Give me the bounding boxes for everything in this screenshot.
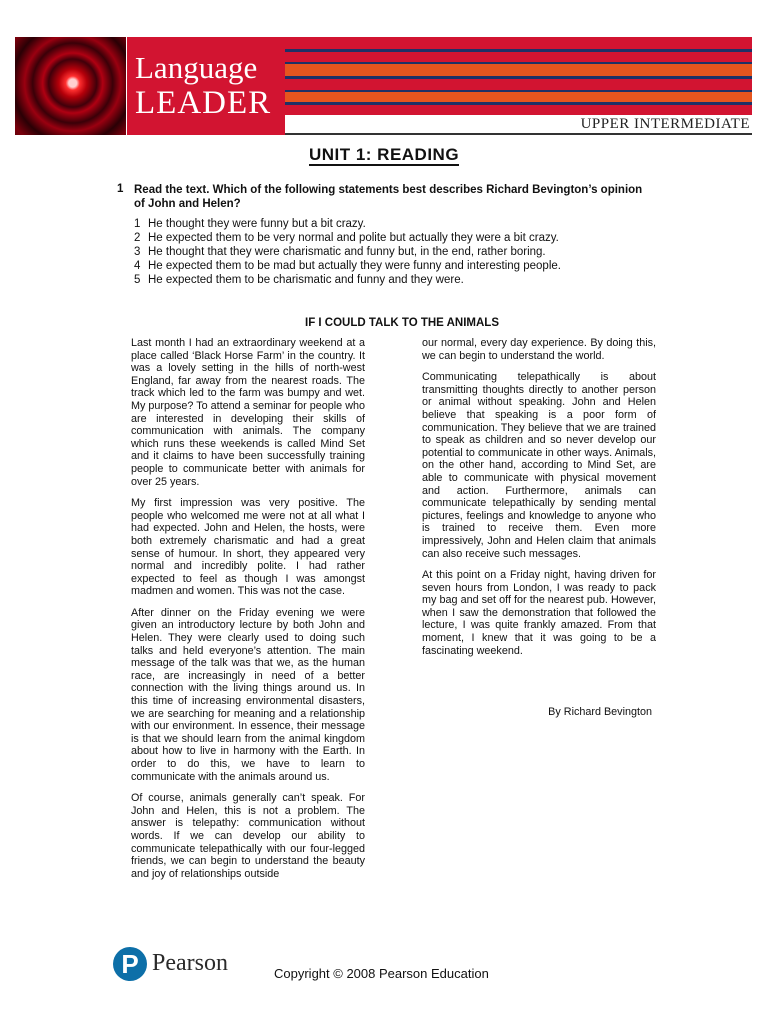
article-paragraph: Communicating telepathically is about transmitting thoughts directly to another person or animal without speaking. John and Helen believe that speaking is a poor form of communication. They believe that we are trained to speak as children and so never develop our potential to communicate in other ways. Animals, on the other hand, according to Mind Set, are able to communicate with physical movement and action. Furthermore, animals can communicate telepathically by sending mental pictures, feelings and knowledge to anyone who is trained to receive them. Even more impressively, John and Helen claim that animals can also receive such messages.	[422, 371, 656, 560]
pearson-logo-icon: P	[113, 947, 147, 981]
article-byline: By Richard Bevington	[548, 706, 652, 718]
header-banner	[15, 37, 752, 135]
pearson-wordmark: Pearson	[152, 950, 228, 976]
answer-option: 5 He expected them to be charismatic and funny and they were.	[134, 274, 464, 286]
page-title: UNIT 1: READING	[308, 145, 460, 164]
article-column-right	[422, 337, 656, 666]
article-paragraph: After dinner on the Friday evening we were given an introductory lecture by both John and Helen. They were clearly used to doing such talks and held everyone’s attention. The main message of the talk was that we, as the human race, are increasingly in need of a better connection with the living things around us. In this time of increasing environmental disasters, we are searching for meaning and a relationship with our environment. In essence, their message is that we should learn from the animal kingdom about how to live in harmony with the Earth. In order to do this, we have to learn to communicate with the animals around us.	[131, 606, 365, 783]
brand-line-language: Language	[135, 50, 258, 85]
article-paragraph: our normal, every day experience. By doing this, we can begin to understand the world.	[422, 337, 656, 362]
article-title: IF I COULD TALK TO THE ANIMALS	[305, 317, 499, 329]
brand-line-leader: LEADER	[135, 85, 272, 121]
copyright-notice: Copyright © 2008 Pearson Education	[274, 966, 489, 981]
article-paragraph: My first impression was very positive. The people who welcomed me were not at all what I had expected. John and Helen, the hosts, were both extremely charismatic and had a great sense of humour. In short, they appeared very normal and incredibly polite. I had rather expected to feel as though I was amongst madmen and women. This was not the case.	[131, 497, 365, 598]
answer-options	[134, 217, 561, 287]
answer-option: 3 He thought that they were charismatic and funny but, in the end, rather boring.	[134, 246, 546, 258]
article-paragraph: At this point on a Friday night, having driven for seven hours from London, I was ready to pack my bag and set off for the nearest pub. However, when I saw the demonstration that followed the lecture, I was quite frankly amazed. From that moment, I knew that it was going to be a fascinating weekend.	[422, 569, 656, 657]
question-text: Read the text. Which of the following statements best describes Richard Bevington’s opinion of John and Helen?	[134, 184, 643, 210]
article-paragraph: Last month I had an extraordinary weekend at a place called ‘Black Horse Farm’ in the country. It was a lovely setting in the hills of north-west England, far away from the nearest roads. The track which led to the farm was bumpy and wet. My purpose? To attend a seminar for people who are interested in developing their skills of communication with animals. The company which runs these weekends is called Mind Set and it claims to have been successfully training people to communicate better with animals for over 25 years.	[131, 337, 365, 488]
question-number: 1	[117, 183, 124, 195]
article-column-left	[131, 337, 365, 889]
level-label: UPPER INTERMEDIATE	[580, 116, 750, 132]
answer-option: 1 He thought they were funny but a bit crazy.	[134, 218, 366, 230]
answer-option: 2 He expected them to be very normal and polite but actually they were a bit crazy.	[134, 232, 559, 244]
brand-logo	[127, 37, 285, 135]
color-stripes	[285, 37, 752, 115]
article-paragraph: Of course, animals generally can’t speak. For John and Helen, this is not a problem. The answer is telepathy: communication without words. If we can develop our ability to communicate telepathically with our four-legged friends, we can begin to understand the beauty and joy of relationships outside	[131, 792, 365, 880]
answer-option: 4 He expected them to be mad but actually they were funny and interesting people.	[134, 260, 561, 272]
level-bar	[285, 115, 752, 135]
spiral-staircase-image	[15, 37, 126, 135]
